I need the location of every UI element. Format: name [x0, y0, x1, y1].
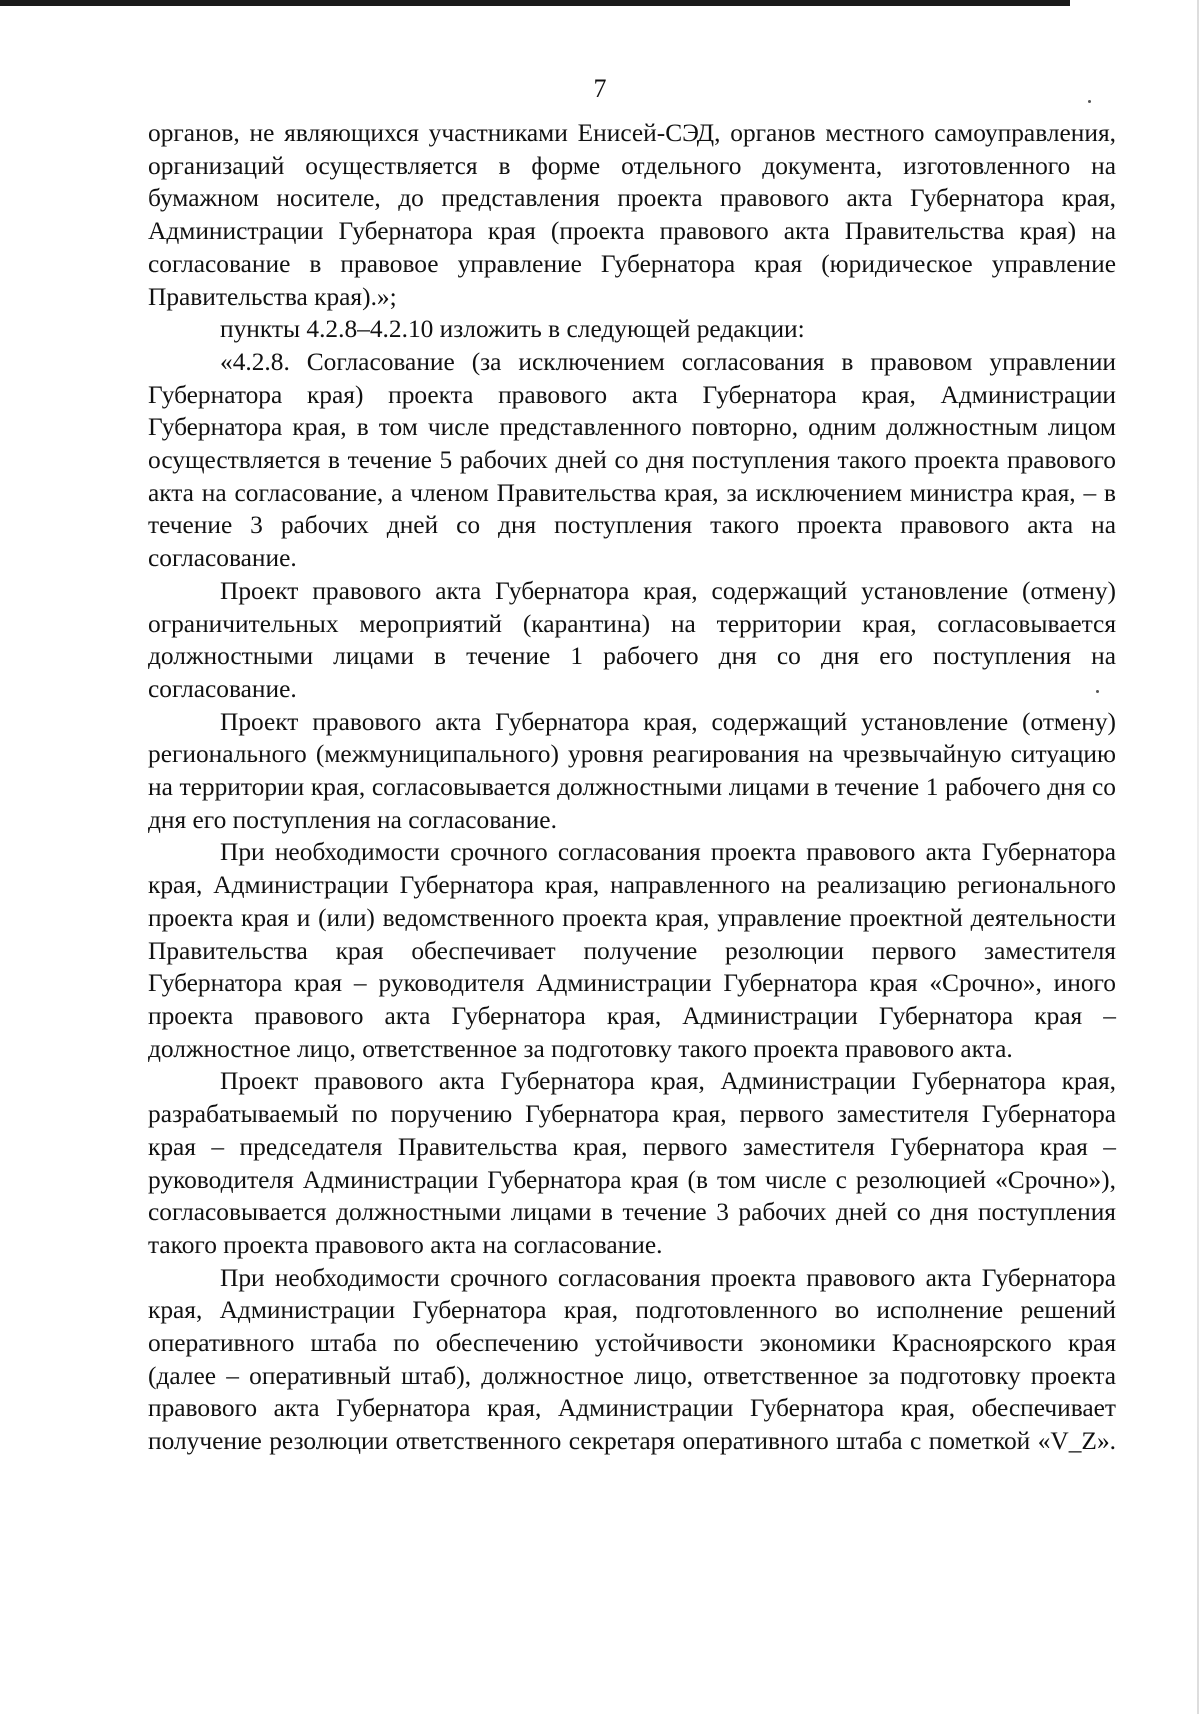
page-number: 7: [593, 74, 607, 103]
paragraph-operational-headquarters: При необходимости срочного согласования проекта правового акта Губернатора края, Администрации Губернатора края, подготовленного во исполнение решений оперативного штаба по обеспечению устойчивости экономики Красноярского края (далее – оперативный штаб), должностное лицо, ответственное за подготовку проекта правового акта Губернатора края, Администрации Губернатора края, обеспечивает получение резолюции ответственного секретаря оперативного штаба с пометкой «V_Z».: [148, 1263, 1116, 1456]
scan-speck: [1096, 690, 1099, 693]
paragraph-emergency: Проект правового акта Губернатора края, содержащий установление (отмену) регионального (межмуниципального) уровня реагирования на чрезвычайную ситуацию на территории края, согласовывается должностными лицами в течение 1 рабочего дня со дня его поступления на согласование.: [148, 707, 1116, 834]
paragraph-governor-instruction: Проект правового акта Губернатора края, Администрации Губернатора края, разрабатываемый по поручению Губернатора края, первого заместителя Губернатора края – председателя Правительства края, первого заместителя Губернатора края – руководителя Администрации Губернатора края (в том числе с резолюцией «Срочно»), согласовывается должностными лицами в течение 3 рабочих дней со дня поступления такого проекта правового акта на согласование.: [148, 1067, 1116, 1259]
document-body: [148, 117, 1116, 1458]
scan-speck: [1088, 100, 1091, 103]
paragraph-quarantine: Проект правового акта Губернатора края, содержащий установление (отмену) ограничительных мероприятий (карантина) на территории края, согласовывается должностными лицами в течение 1 рабочего дня со дня его поступления на согласование.: [148, 576, 1116, 703]
paragraph-clause-4-2-8: «4.2.8. Согласование (за исключением согласования в правовом управлении Губернатора края) проекта правового акта Губернатора края, Администрации Губернатора края, в том числе представленного повторно, одним должностным лицом осуществляется в течение 5 рабочих дней со дня поступления такого проекта правового акта на согласование, а членом Правительства края, за исключением министра края, – в течение 3 рабочих дней со дня поступления такого проекта правового акта на согласование.: [148, 347, 1116, 573]
paragraph-urgent-regional-project: При необходимости срочного согласования проекта правового акта Губернатора края, Администрации Губернатора края, направленного на реализацию регионального проекта края и (или) ведомственного проекта края, управление проектной деятельности Правительства края обеспечивает получение резолюции первого заместителя Губернатора края – руководителя Администрации Губернатора края «Срочно», иного проекта правового акта Губернатора края, Администрации Губернатора края – должностное лицо, ответственное за подготовку такого проекта правового акта.: [148, 838, 1116, 1063]
scan-top-rule: [0, 0, 1070, 6]
paragraph-continuation: органов, не являющихся участниками Енисей-СЭД, органов местного самоуправления, организаций осуществляется в форме отдельного документа, изготовленного на бумажном носителе, до представления проекта правового акта Губернатора края, Администрации Губернатора края (проекта правового акта Правительства края) на согласование в правовое управление Губернатора края (юридическое управление Правительства края).»;: [148, 119, 1116, 311]
scan-right-edge: [1197, 0, 1199, 1714]
paragraph-amendment-intro: пункты 4.2.8–4.2.10 изложить в следующей редакции:: [220, 315, 805, 344]
